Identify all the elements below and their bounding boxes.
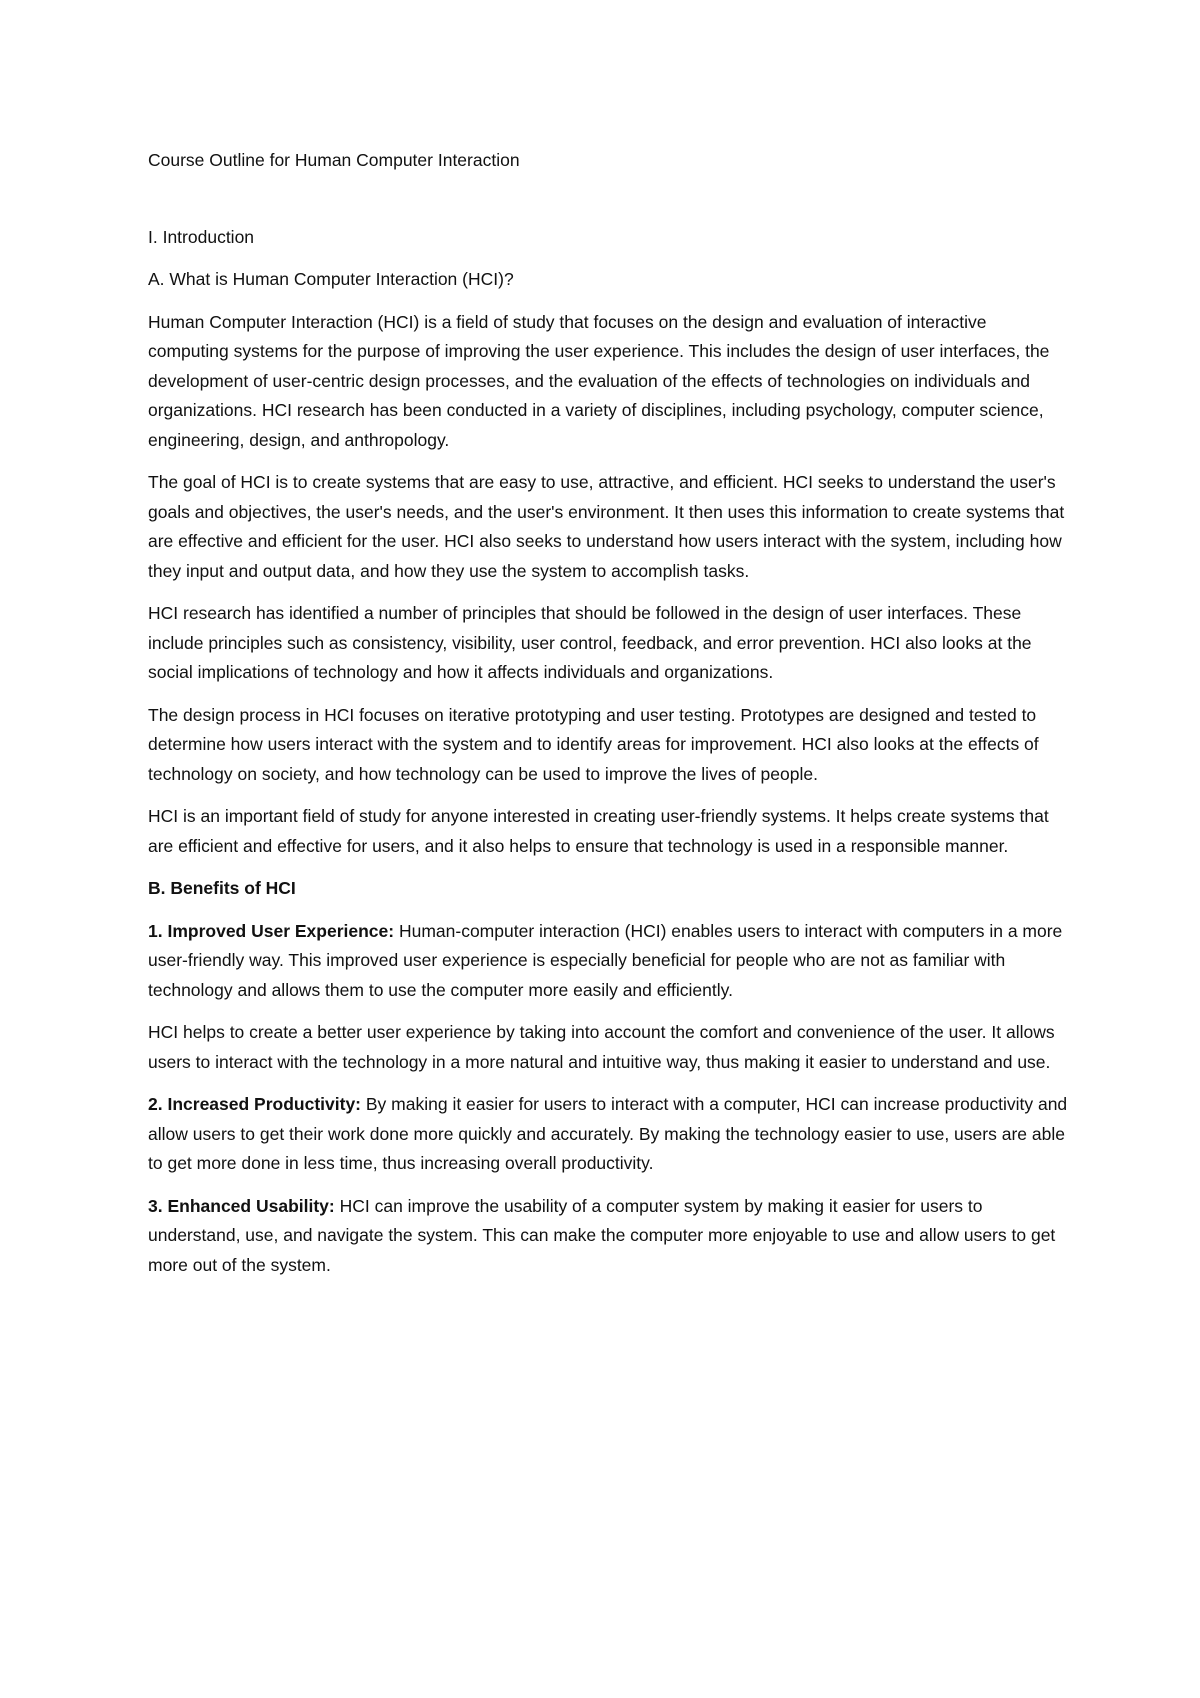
benefit-number: 3. [148, 1195, 168, 1216]
document-title: Course Outline for Human Computer Interaction [148, 150, 520, 170]
paragraph-hci-principles: HCI research has identified a number of principles that should be followed in the design of user interfaces. These include principles such as consistency, visibility, user control, feedback, and error prevention. HCI also looks at the social implications of technology and how it affects individuals and organizations. [148, 603, 1032, 682]
document-body [148, 146, 1068, 1293]
benefit-label: Enhanced Usability: [167, 1195, 335, 1216]
paragraph-benefit-user-experience-extra: HCI helps to create a better user experience by taking into account the comfort and convenience of the user. It allows users to interact with the technology in a more natural and intuitive way, thus making it easier to understand and use. [148, 1022, 1055, 1072]
benefit-number: 1. [148, 920, 168, 941]
benefit-item-user-experience [148, 917, 1068, 1006]
paragraph-hci-goal: The goal of HCI is to create systems that are easy to use, attractive, and efficient. HCI seeks to understand the user's goals and objectives, the user's needs, and the user's environment. It then uses this information to create systems that are effective and efficient for the user. HCI also seeks to understand how users interact with the system, including how they input and output data, and how they use the system to accomplish tasks. [148, 472, 1065, 581]
benefit-text: Human-computer interaction (HCI) enables users to interact with computers in a more user-friendly way. This improved user experience is especially beneficial for people who are not as familiar with technology and allows them to use the computer more easily and efficiently. [148, 920, 1063, 1000]
benefit-text: By making it easier for users to interact with a computer, HCI can increase productivity and allow users to get their work done more quickly and accurately. By making the technology easier to use, users are able to get more done in less time, thus increasing overall productivity. [148, 1094, 1068, 1173]
benefit-text: HCI can improve the usability of a computer system by making it easier for users to understand, use, and navigate the system. This can make the computer more enjoyable to use and allow users to get more out of the system. [148, 1195, 1056, 1275]
subsection-heading-what-is-hci: A. What is Human Computer Interaction (HCI)? [148, 269, 514, 289]
benefit-item-productivity [148, 1090, 1068, 1179]
paragraph-hci-importance: HCI is an important field of study for anyone interested in creating user-friendly systems. It helps create systems that are efficient and effective for users, and it also helps to ensure that technology is used in a responsible manner. [148, 806, 1049, 856]
paragraph-hci-definition: Human Computer Interaction (HCI) is a field of study that focuses on the design and evaluation of interactive computing systems for the purpose of improving the user experience. This includes the design of user interfaces, the development of user-centric design processes, and the evaluation of the effects of technologies on individuals and organizations. HCI research has been conducted in a variety of disciplines, including psychology, computer science, engineering, design, and anthropology. [148, 311, 1050, 450]
benefit-number: 2. [148, 1094, 168, 1114]
benefit-item-usability [148, 1192, 1068, 1281]
subsection-heading-benefits: B. Benefits of HCI [148, 878, 296, 898]
benefit-label: Increased Productivity: [167, 1094, 362, 1114]
section-heading-introduction: I. Introduction [148, 226, 255, 247]
paragraph-design-process: The design process in HCI focuses on iterative prototyping and user testing. Prototypes are designed and tested to determine how users interact with the system and to identify areas for improvement. HCI also looks at the effects of technology on society, and how technology can be used to improve the lives of people. [148, 704, 1039, 784]
benefit-label: Improved User Experience: [167, 920, 395, 941]
